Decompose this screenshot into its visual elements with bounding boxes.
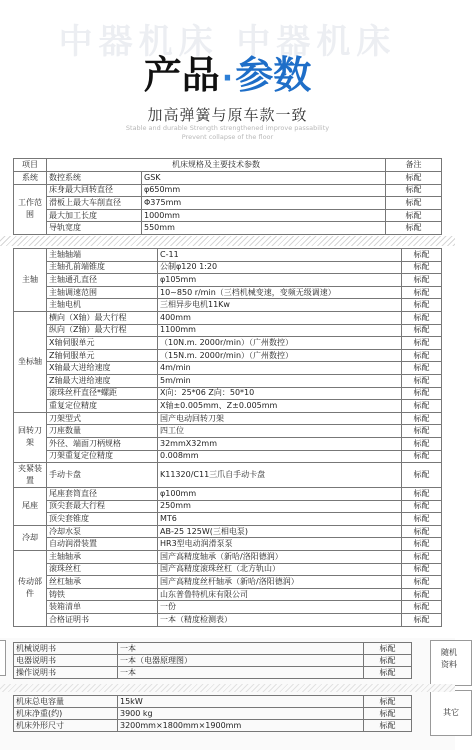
side-cell-right-docs — [430, 640, 472, 686]
row-value: C-11 — [158, 249, 402, 262]
table-row — [14, 349, 442, 362]
row-name: 机床外形尺寸 — [14, 720, 118, 732]
row-note: 标配 — [402, 450, 442, 463]
spec-table-main — [13, 248, 442, 627]
row-group: 坐标轴 — [14, 311, 47, 412]
row-note: 标配 — [402, 538, 442, 551]
row-value: φ105mm — [158, 274, 402, 287]
row-value: 1100mm — [158, 324, 402, 337]
row-name: X轴伺服单元 — [47, 337, 158, 350]
row-value: φ100mm — [158, 488, 402, 501]
row-name: 最大加工长度 — [47, 209, 142, 222]
table-row — [14, 324, 442, 337]
row-note: 标配 — [402, 576, 442, 589]
english-line-2: Prevent collapse of the floor — [181, 133, 274, 141]
row-value: 一本 — [118, 643, 364, 655]
row-name: 手动卡盘 — [47, 463, 158, 488]
row-name: 刀架重复定位精度 — [47, 450, 158, 463]
row-name: 合格证明书 — [47, 614, 158, 627]
row-name: 主轴轴端 — [47, 249, 158, 262]
row-note: 标配 — [364, 708, 412, 720]
row-value: 国产高精度轴承（新哈/洛阳德润） — [158, 551, 402, 564]
row-name: 铸铁 — [47, 588, 158, 601]
row-name: 主轴调速范围 — [47, 286, 158, 299]
row-value: 550mm — [142, 222, 386, 235]
row-value: 10~850 r/min（三档机械变速，变频无级调速） — [158, 286, 402, 299]
row-name: 重复定位精度 — [47, 400, 158, 413]
row-value: Φ375mm — [142, 197, 386, 210]
row-name: 丝杠轴承 — [47, 576, 158, 589]
row-note: 标配 — [364, 655, 412, 667]
table-row — [14, 222, 442, 235]
row-value: 一本（电器原理图） — [118, 655, 364, 667]
table-row — [14, 601, 442, 614]
row-value: 国产电动回转刀架 — [158, 412, 402, 425]
watermark: 中器机床 中器机床 — [58, 22, 397, 62]
table-row — [14, 538, 442, 551]
subtitle: 加高弹簧与原车款一致 — [147, 106, 308, 124]
row-note: 标配 — [402, 588, 442, 601]
row-note: 标配 — [386, 171, 442, 184]
row-name: 滚珠丝杆直径*螺距 — [47, 387, 158, 400]
row-value: （10N.m. 2000r/min）（广州数控） — [158, 337, 402, 350]
row-value: 250mm — [158, 500, 402, 513]
table-row — [14, 412, 442, 425]
row-value: 三相异步电机11Kw — [158, 299, 402, 312]
row-value: MT6 — [158, 513, 402, 526]
row-note: 标配 — [386, 197, 442, 210]
row-value: 15kW — [118, 696, 364, 708]
row-name: 主轴电机 — [47, 299, 158, 312]
row-name: 主轴通孔直径 — [47, 274, 158, 287]
row-value: 4m/min — [158, 362, 402, 375]
row-name: 床身最大回转直径 — [47, 184, 142, 197]
spec-table-general — [13, 695, 412, 732]
row-name: 外径、端面刀柄规格 — [47, 437, 158, 450]
table-row — [14, 274, 442, 287]
row-value: 5m/min — [158, 374, 402, 387]
row-note: 标配 — [402, 374, 442, 387]
row-group: 主轴 — [14, 249, 47, 312]
table-header-row — [14, 159, 442, 172]
row-note: 标配 — [402, 601, 442, 614]
row-note: 标配 — [402, 463, 442, 488]
row-group: 冷却 — [14, 525, 47, 550]
table-row — [14, 362, 442, 375]
row-name: Z轴伺服单元 — [47, 349, 158, 362]
section-title — [0, 52, 455, 102]
table-row — [14, 425, 442, 438]
row-group: 传动部件 — [14, 551, 47, 627]
table-row — [14, 311, 442, 324]
row-note: 标配 — [402, 337, 442, 350]
row-note: 标配 — [402, 614, 442, 627]
row-value: 山东普鲁特机床有限公司 — [158, 588, 402, 601]
table-row — [14, 513, 442, 526]
header-item: 项目 — [14, 159, 47, 172]
row-name: 装箱清单 — [47, 601, 158, 614]
row-name: 滚珠丝杠 — [47, 563, 158, 576]
table-row — [14, 450, 442, 463]
table-row — [14, 387, 442, 400]
row-note: 标配 — [402, 500, 442, 513]
row-note: 标配 — [402, 551, 442, 564]
row-value: HR3型电动润滑泵泵 — [158, 538, 402, 551]
spec-table-basic — [13, 158, 442, 235]
table-row — [14, 655, 412, 667]
row-note: 标配 — [402, 299, 442, 312]
row-note: 标配 — [402, 400, 442, 413]
row-note: 标配 — [402, 412, 442, 425]
row-value: GSK — [142, 171, 386, 184]
row-value: 400mm — [158, 311, 402, 324]
row-name: 操作说明书 — [14, 667, 118, 679]
table-row — [14, 209, 442, 222]
row-group: 尾座 — [14, 488, 47, 526]
row-note: 标配 — [364, 667, 412, 679]
table-row — [14, 500, 442, 513]
row-note: 标配 — [386, 222, 442, 235]
row-value: 3200mm×1800mm×1900mm — [118, 720, 364, 732]
table-row — [14, 563, 442, 576]
row-value: 一本（精度检测表） — [158, 614, 402, 627]
row-note: 标配 — [402, 362, 442, 375]
row-name: 自动润滑装置 — [47, 538, 158, 551]
row-group: 工作范围 — [14, 184, 47, 234]
table-row — [14, 720, 412, 732]
row-name: 尾座套筒直径 — [47, 488, 158, 501]
row-name: 顶尖套锥度 — [47, 513, 158, 526]
row-name: 导轨宽度 — [47, 222, 142, 235]
row-value: 一本 — [118, 667, 364, 679]
row-note: 标配 — [402, 274, 442, 287]
table-row — [14, 667, 412, 679]
row-name: 刀架型式 — [47, 412, 158, 425]
row-note: 标配 — [402, 513, 442, 526]
table-row — [14, 525, 442, 538]
row-note: 标配 — [402, 387, 442, 400]
table-row — [14, 643, 412, 655]
table-row — [14, 551, 442, 564]
row-name: 数控系统 — [47, 171, 142, 184]
row-name: 主轴孔前端锥度 — [47, 261, 158, 274]
table-row — [14, 249, 442, 262]
title-dot: · — [221, 61, 234, 96]
row-name: 纵向（Z轴）最大行程 — [47, 324, 158, 337]
table-row — [14, 171, 442, 184]
english-subtitle — [0, 124, 455, 142]
row-note: 标配 — [402, 525, 442, 538]
page-separator-2 — [0, 684, 455, 692]
row-value: 一份 — [158, 601, 402, 614]
row-note: 标配 — [402, 286, 442, 299]
english-line-1: Stable and durable Strength strengthened improve passability — [125, 124, 330, 132]
row-value: 国产高精度滚珠丝杠（北方轨山） — [158, 563, 402, 576]
table-row — [14, 437, 442, 450]
table-row — [14, 576, 442, 589]
row-value: AB-25 125W(三相电泵) — [158, 525, 402, 538]
spec-table-documents — [13, 642, 412, 679]
table-row — [14, 463, 442, 488]
row-note: 标配 — [402, 425, 442, 438]
row-value: 32mmX32mm — [158, 437, 402, 450]
row-value: 国产高精度丝杆轴承（新哈/洛阳德润） — [158, 576, 402, 589]
row-value: 公制φ120 1:20 — [158, 261, 402, 274]
row-name: 顶尖套最大行程 — [47, 500, 158, 513]
row-note: 标配 — [402, 249, 442, 262]
row-note: 标配 — [402, 437, 442, 450]
table-row — [14, 708, 412, 720]
row-note: 标配 — [402, 324, 442, 337]
table-row — [14, 337, 442, 350]
table-row — [14, 374, 442, 387]
row-name: 刀座数量 — [47, 425, 158, 438]
row-note: 标配 — [402, 311, 442, 324]
row-note: 标配 — [402, 261, 442, 274]
row-group: 回转刀架 — [14, 412, 47, 462]
row-name: 横向（X轴）最大行程 — [47, 311, 158, 324]
row-value: 1000mm — [142, 209, 386, 222]
row-note: 标配 — [386, 209, 442, 222]
table-row — [14, 588, 442, 601]
row-name: 机床总电容量 — [14, 696, 118, 708]
table-row — [14, 261, 442, 274]
page-separator — [0, 236, 455, 246]
row-value: K11320/C11三爪自手动卡盘 — [158, 463, 402, 488]
row-name: 电器说明书 — [14, 655, 118, 667]
row-note: 标配 — [364, 720, 412, 732]
row-note: 标配 — [364, 643, 412, 655]
row-note: 标配 — [386, 184, 442, 197]
header-note: 备注 — [386, 159, 442, 172]
row-note: 标配 — [402, 349, 442, 362]
row-name: Z轴最大进给速度 — [47, 374, 158, 387]
row-value: 0.008mm — [158, 450, 402, 463]
row-note: 标配 — [402, 488, 442, 501]
row-note: 标配 — [364, 696, 412, 708]
table-row — [14, 286, 442, 299]
title-part-1: 产品 — [143, 53, 220, 97]
row-name: 滑板上最大车削直径 — [47, 197, 142, 210]
row-group: 系统 — [14, 171, 47, 184]
row-name: X轴最大进给速度 — [47, 362, 158, 375]
row-value: 四工位 — [158, 425, 402, 438]
row-value: X向：25*06 Z向：50*10 — [158, 387, 402, 400]
table-row — [14, 696, 412, 708]
row-name: 机械说明书 — [14, 643, 118, 655]
title-part-2: 参数 — [235, 53, 312, 97]
table-row — [14, 614, 442, 627]
table-row — [14, 488, 442, 501]
row-name: 主轴轴承 — [47, 551, 158, 564]
header-spec: 机床规格及主要技术参数 — [47, 159, 386, 172]
side-cell-left — [0, 640, 6, 676]
table-row — [14, 299, 442, 312]
side-label-1: 随机 — [441, 648, 457, 657]
row-value: φ650mm — [142, 184, 386, 197]
table-row — [14, 197, 442, 210]
table-row — [14, 184, 442, 197]
side-label-2: 资料 — [441, 660, 457, 669]
side-label-3: 其它 — [443, 708, 459, 717]
row-value: 3900 kg — [118, 708, 364, 720]
row-value: X轴±0.005mm、Z±0.005mm — [158, 400, 402, 413]
side-cell-right-other — [430, 690, 472, 736]
row-value: （15N.m. 2000r/min）（广州数控） — [158, 349, 402, 362]
row-name: 机床净重(约) — [14, 708, 118, 720]
row-group: 夹紧装置 — [14, 463, 47, 488]
row-name: 冷却水泵 — [47, 525, 158, 538]
table-row — [14, 400, 442, 413]
row-note: 标配 — [402, 563, 442, 576]
